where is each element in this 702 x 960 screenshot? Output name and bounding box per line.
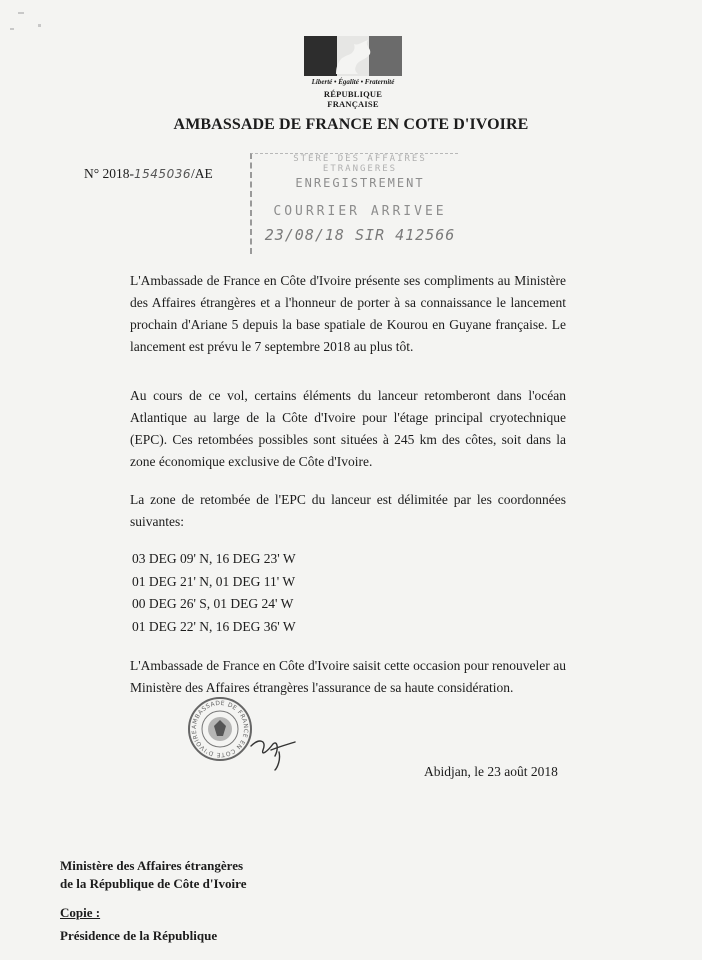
reference-number <box>84 166 213 182</box>
logo-flag-block <box>304 36 402 76</box>
embassy-title: AMBASSADE DE FRANCE EN COTE D'IVOIRE <box>173 116 529 133</box>
coordinate-line: 03 DEG 09' N, 16 DEG 23' W <box>132 551 296 566</box>
coordinate-line: 01 DEG 21' N, 01 DEG 11' W <box>132 573 296 589</box>
recipient-line-1: Ministère des Affaires étrangères <box>60 858 244 873</box>
copy-recipient: Présidence de la République <box>60 928 218 943</box>
body-paragraph-4: L'Ambassade de France en Côte d'Ivoire saisit cette occasion pour renouveler au Ministère des Affaires étrangères l'assurance de sa haute considération. <box>130 658 566 695</box>
reference-prefix: N° 2018- <box>84 166 135 181</box>
recipient-line-2: de la République de Côte d'Ivoire <box>60 876 247 891</box>
body-paragraph-3: La zone de retombée de l'EPC du lanceur est délimitée par les coordonnées suivantes: <box>130 492 566 529</box>
reference-suffix: /AE <box>190 166 213 181</box>
scan-speck <box>38 24 41 27</box>
marianne-profile-icon <box>318 38 376 74</box>
stamp-mail-line: COURRIER ARRIVEE <box>273 204 447 219</box>
embassy-seal-icon <box>187 696 253 762</box>
signature-icon <box>245 722 305 772</box>
place-and-date: Abidjan, le 23 août 2018 <box>424 764 558 779</box>
coordinates-list <box>132 548 296 638</box>
body-paragraph-2: Au cours de ce vol, certains éléments du lanceur retomberont dans l'océan Atlantique au large de la Côte d'Ivoire pour l'étage principal cryotechnique (EPC). Ces retombées possibles sont situées à 245 km des côtes, soit dans la zone économique exclusive de Côte d'Ivoire. <box>130 388 566 469</box>
recipient-block <box>60 857 246 893</box>
stamp-registration-line: ENREGISTREMENT <box>295 176 425 190</box>
copy-label: Copie : <box>60 905 101 920</box>
coordinate-line: 01 DEG 22' N, 16 DEG 36' W <box>132 618 296 634</box>
stamp-date-number: 23/08/18 SIR 412566 <box>264 226 456 244</box>
stamp-ministry-line: STERE DES AFFAIRES ETRANGERES <box>293 154 427 174</box>
body-paragraph-1: L'Ambassade de France en Côte d'Ivoire présente ses compliments au Ministère des Affaires étrangères et a l'honneur de porter à sa connaissance le lancement prochain d'Ariane 5 depuis la base spatiale de Kourou en Guyane française. Le lancement est prévu le 7 septembre 2018 au plus tôt. <box>130 273 566 354</box>
reference-handwritten: 1545036 <box>134 167 191 181</box>
marianne-logo <box>300 36 406 108</box>
republic-motto: Liberté • Égalité • Fraternité <box>311 78 395 86</box>
republic-name: RÉPUBLIQUE FRANÇAISE <box>323 89 383 109</box>
registration-stamp <box>250 153 458 254</box>
scan-speck <box>18 12 24 14</box>
seal-text: AMBASSADE DE FRANCE EN COTE D'IVOIRE <box>190 699 250 759</box>
scan-speck <box>10 28 14 30</box>
coordinate-line: 00 DEG 26' S, 01 DEG 24' W <box>132 596 294 611</box>
